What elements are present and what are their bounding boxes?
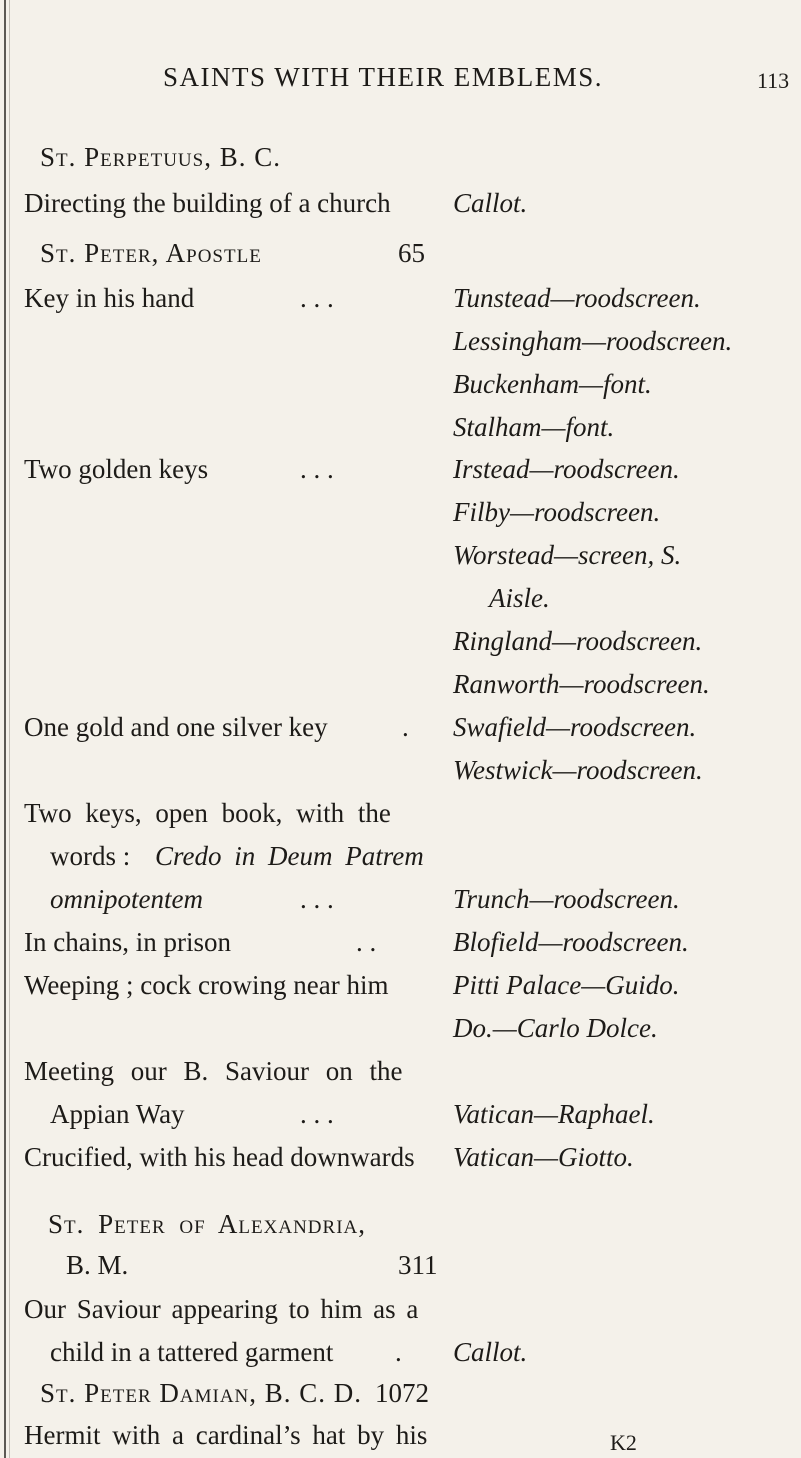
entry-source: Stalham—font. xyxy=(453,412,615,442)
entry-source: Ranworth—roodscreen. xyxy=(453,669,710,699)
entry-source: Worstead—screen, S. xyxy=(453,540,682,570)
section-heading-suffix: B. M. xyxy=(66,1250,129,1280)
entry-source: Do.—Carlo Dolce. xyxy=(453,1013,658,1043)
running-title: SAINTS WITH THEIR EMBLEMS. xyxy=(163,62,604,92)
section-heading-peter-alexandria: St. Peter of Alexandria, xyxy=(48,1209,366,1239)
entry-source: Buckenham—font. xyxy=(453,369,652,399)
entry-subject: Appian Way xyxy=(50,1099,185,1129)
entry-source: Trunch—roodscreen. xyxy=(453,884,680,914)
entry-subject: One gold and one silver key xyxy=(24,712,328,742)
entry-subject: Crucified, with his head downwards xyxy=(24,1142,415,1172)
entry-subject-words: words : xyxy=(50,841,131,871)
entry-leader: . . . xyxy=(300,283,334,313)
entry-subject: Meeting our B. Saviour on the xyxy=(24,1056,403,1086)
section-heading-peter-damian: St. Peter Damian, B. C. D. xyxy=(40,1378,363,1408)
entry-subject: Two keys, open book, with the xyxy=(24,798,391,828)
entry-subject: Our Saviour appearing to him as a xyxy=(24,1294,419,1324)
entry-subject-latin: omnipotentem xyxy=(50,884,203,914)
page-edge-rule xyxy=(4,0,6,1458)
entry-source: Westwick—roodscreen. xyxy=(453,755,703,785)
entry-source: Filby—roodscreen. xyxy=(453,497,661,527)
entry-source: Irstead—roodscreen. xyxy=(453,454,680,484)
entry-source: Lessingham—roodscreen. xyxy=(453,326,733,356)
entry-source: Vatican—Giotto. xyxy=(453,1142,634,1172)
signature-mark: K2 xyxy=(610,1430,637,1455)
page-edge-rule-secondary xyxy=(9,0,10,1458)
entry-source: Pitti Palace—Guido. xyxy=(453,970,680,1000)
entry-source: Ringland—roodscreen. xyxy=(453,626,703,656)
section-heading-number: 1072 xyxy=(375,1378,429,1408)
section-heading-number: 311 xyxy=(398,1250,438,1280)
entry-source: Callot. xyxy=(453,1337,528,1367)
entry-leader: . xyxy=(402,712,409,742)
entry-subject: Weeping ; cock crowing near him xyxy=(24,970,389,1000)
entry-source: Swafield—roodscreen. xyxy=(453,712,697,742)
entry-leader: . xyxy=(395,1337,402,1367)
entry-source: Vatican—Raphael. xyxy=(453,1099,655,1129)
entry-subject: Hermit with a cardinal’s hat by his xyxy=(24,1420,428,1450)
entry-subject: Directing the building of a church xyxy=(24,188,391,218)
entry-subject: Two golden keys xyxy=(24,454,209,484)
entry-leader: . . xyxy=(356,927,377,957)
entry-source: Aisle. xyxy=(489,583,550,613)
entry-subject-latin: Credo in Deum Patrem xyxy=(155,841,424,871)
entry-source: Tunstead—roodscreen. xyxy=(453,283,701,313)
entry-source: Blofield—roodscreen. xyxy=(453,927,689,957)
entry-subject: child in a tattered garment xyxy=(50,1337,334,1367)
entry-source: Callot. xyxy=(453,188,528,218)
entry-subject: In chains, in prison xyxy=(24,927,231,957)
entry-leader: . . . xyxy=(300,454,334,484)
section-heading-peter-apostle: St. Peter, Apostle xyxy=(40,238,262,268)
section-heading-number: 65 xyxy=(398,238,425,268)
section-heading-perpetuus: St. Perpetuus, B. C. xyxy=(40,142,281,172)
entry-leader: . . . xyxy=(300,884,334,914)
entry-subject: Key in his hand xyxy=(24,283,195,313)
entry-leader: . . . xyxy=(300,1099,334,1129)
page-number: 113 xyxy=(757,68,790,93)
